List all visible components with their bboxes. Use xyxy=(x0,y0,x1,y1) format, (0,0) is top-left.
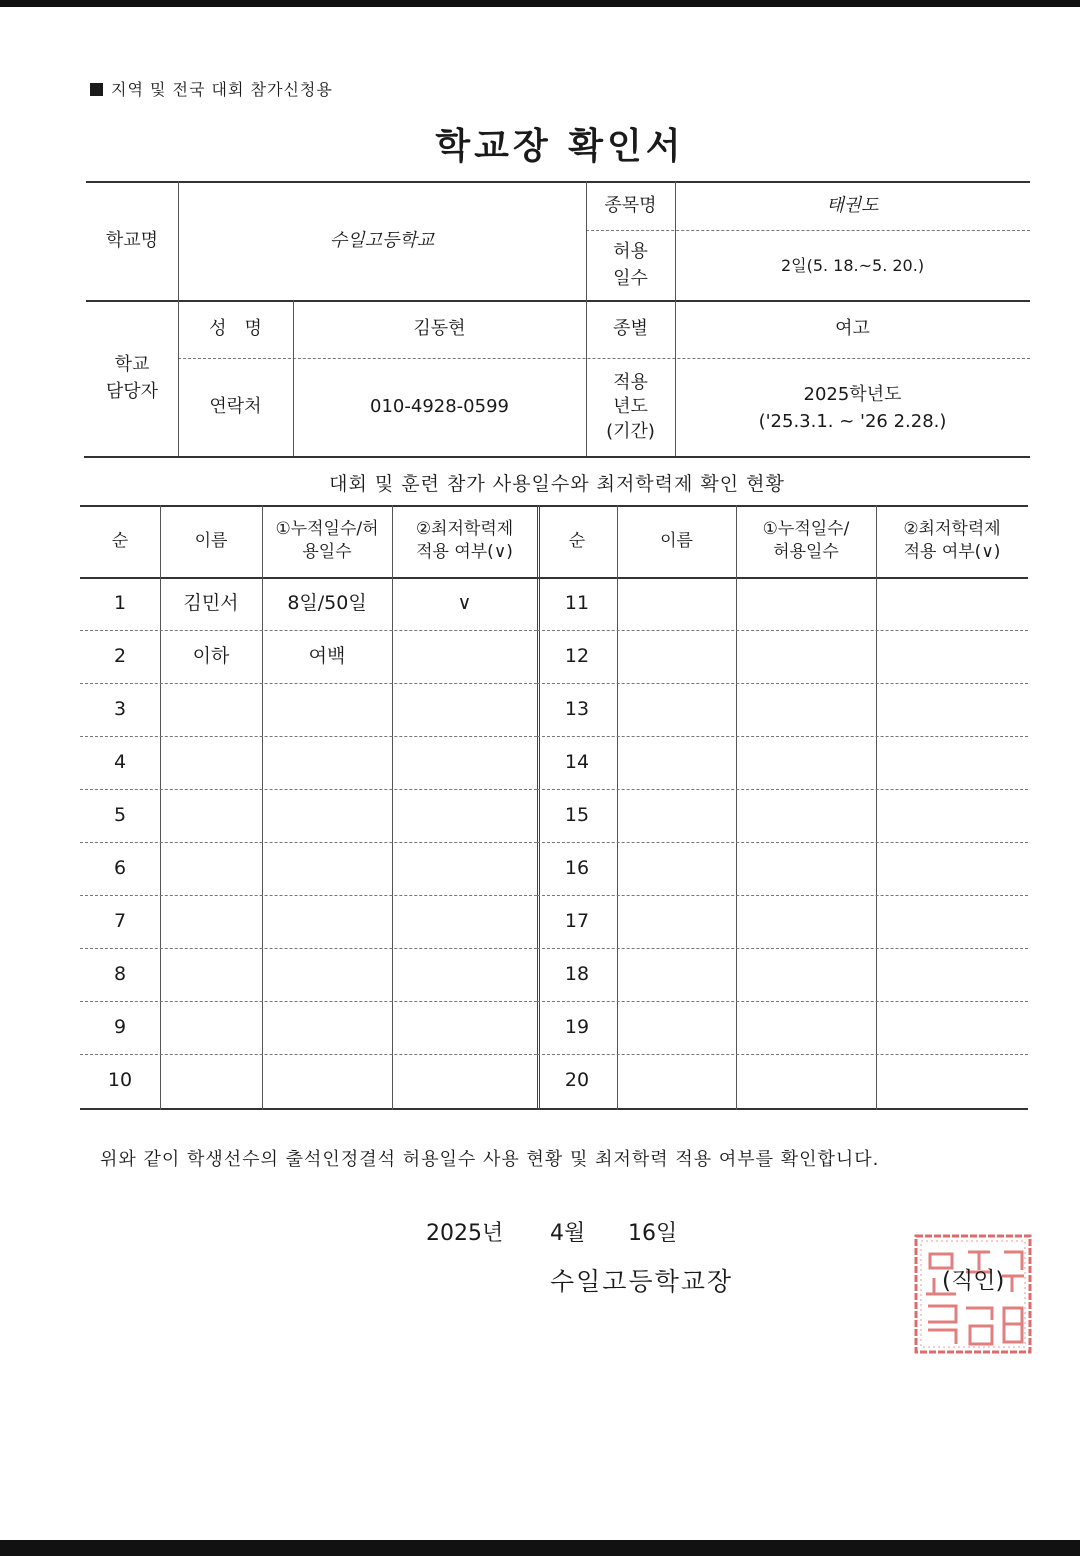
student-name xyxy=(160,895,262,948)
manager-label-line2: 담당자 xyxy=(105,380,159,402)
document-title: 학교장 확인서 xyxy=(435,126,685,167)
principal-name: 수일고등학교장 xyxy=(550,1267,734,1296)
allowed-label-line2: 일수 xyxy=(613,267,648,289)
minimum-standard-check xyxy=(876,577,1028,630)
minimum-standard-check xyxy=(392,789,537,842)
header-days-line1: ①누적일수/허 xyxy=(275,519,379,540)
student-name xyxy=(617,736,736,789)
row-number: 10 xyxy=(107,1068,133,1091)
header-days-line2: 용일수 xyxy=(302,542,352,562)
minimum-standard-check xyxy=(876,842,1028,895)
row-number: 13 xyxy=(564,697,590,720)
header-days-line1: ①누적일수/ xyxy=(762,519,850,540)
header-name: 이름 xyxy=(660,530,693,551)
minimum-standard-check xyxy=(392,630,537,683)
sport-label: 종목명 xyxy=(604,194,657,216)
header-days-line2: 허용일수 xyxy=(773,542,839,562)
row-number: 5 xyxy=(113,803,127,826)
rule xyxy=(84,456,1030,458)
minimum-standard-check xyxy=(876,895,1028,948)
row-number: 11 xyxy=(564,591,590,614)
header-check-line1: ②최저학력제 xyxy=(415,519,514,540)
header-check-line2: 적용 여부(∨) xyxy=(416,542,513,562)
school-value: 수일고등학교 xyxy=(329,229,435,251)
cumulative-days xyxy=(736,1054,876,1107)
top-border xyxy=(0,0,1080,7)
row-number: 12 xyxy=(564,644,590,667)
minimum-standard-check xyxy=(876,948,1028,1001)
date-day: 16일 xyxy=(628,1221,678,1246)
year-label-line2: 년도 xyxy=(613,396,648,418)
year-label-line3: (기간) xyxy=(606,420,655,442)
cumulative-days xyxy=(736,683,876,736)
date-year: 2025년 xyxy=(426,1221,504,1246)
minimum-standard-check xyxy=(392,842,537,895)
header-name: 이름 xyxy=(194,530,228,551)
cumulative-days xyxy=(262,683,392,736)
cumulative-days xyxy=(262,948,392,1001)
type-label: 종별 xyxy=(613,318,648,340)
minimum-standard-check xyxy=(392,1001,537,1054)
cumulative-days: 여백 xyxy=(308,644,346,667)
cumulative-days xyxy=(736,789,876,842)
minimum-standard-check xyxy=(392,736,537,789)
row-number: 1 xyxy=(113,591,127,614)
student-name xyxy=(160,842,262,895)
header-days xyxy=(736,505,876,577)
year-label xyxy=(586,359,675,456)
cumulative-days xyxy=(262,1054,392,1107)
student-name xyxy=(617,1001,736,1054)
row-number: 17 xyxy=(564,909,590,932)
student-name xyxy=(617,1054,736,1107)
cumulative-days xyxy=(262,895,392,948)
row-number: 16 xyxy=(564,856,590,879)
student-name xyxy=(160,736,262,789)
status-table xyxy=(80,505,1028,1110)
contact-label: 연락처 xyxy=(209,396,262,418)
allowed-days-label xyxy=(586,231,675,300)
cumulative-days xyxy=(736,842,876,895)
student-name xyxy=(617,948,736,1001)
student-name xyxy=(617,683,736,736)
row-number: 9 xyxy=(113,1015,127,1038)
date-month: 4월 xyxy=(550,1221,586,1246)
student-name xyxy=(617,895,736,948)
student-name xyxy=(160,948,262,1001)
form-category xyxy=(90,77,333,100)
row-number: 8 xyxy=(113,962,127,985)
minimum-standard-check xyxy=(876,789,1028,842)
school-label: 학교명 xyxy=(105,229,159,251)
allowed-label-line1: 허용 xyxy=(613,241,648,263)
cumulative-days: 8일/50일 xyxy=(287,591,367,614)
cumulative-days xyxy=(262,842,392,895)
name-value: 김동현 xyxy=(413,318,466,340)
bottom-border xyxy=(0,1540,1080,1556)
category-text: 지역 및 전국 대회 참가신청용 xyxy=(111,80,333,99)
allowed-days-value: 2일(5. 18.~5. 20.) xyxy=(780,255,925,275)
row-number: 14 xyxy=(564,750,590,773)
header-check xyxy=(876,505,1028,577)
cumulative-days xyxy=(736,736,876,789)
row-number: 2 xyxy=(113,644,127,667)
manager-label xyxy=(86,301,178,456)
minimum-standard-check xyxy=(876,683,1028,736)
header-check-line1: ②최저학력제 xyxy=(903,519,1001,540)
cumulative-days xyxy=(736,1001,876,1054)
rule xyxy=(80,1108,1028,1110)
row-number: 6 xyxy=(113,856,127,879)
year-label-line1: 적용 xyxy=(613,372,648,394)
minimum-standard-check: ∨ xyxy=(457,591,472,614)
minimum-standard-check xyxy=(392,948,537,1001)
row-number: 19 xyxy=(564,1015,590,1038)
student-name xyxy=(160,789,262,842)
header-no: 순 xyxy=(568,530,586,551)
header-days xyxy=(262,505,392,577)
header-check xyxy=(392,505,537,577)
student-name xyxy=(617,842,736,895)
contact-value: 010-4928-0599 xyxy=(370,396,509,418)
cumulative-days xyxy=(736,577,876,630)
student-name xyxy=(160,683,262,736)
minimum-standard-check xyxy=(392,683,537,736)
minimum-standard-check xyxy=(876,1001,1028,1054)
row-number: 7 xyxy=(113,909,127,932)
minimum-standard-check xyxy=(392,1054,537,1107)
student-name xyxy=(617,630,736,683)
sport-value: 태권도 xyxy=(826,194,879,216)
header-no: 순 xyxy=(111,530,129,551)
cumulative-days xyxy=(262,1001,392,1054)
seal-label: (직인) xyxy=(942,1268,1005,1294)
student-name xyxy=(160,1054,262,1107)
minimum-standard-check xyxy=(876,1054,1028,1107)
cumulative-days xyxy=(262,789,392,842)
row-number: 4 xyxy=(113,750,127,773)
minimum-standard-check xyxy=(876,736,1028,789)
cumulative-days xyxy=(736,895,876,948)
type-value: 여고 xyxy=(835,318,870,340)
manager-label-line1: 학교 xyxy=(114,354,150,376)
cumulative-days xyxy=(736,630,876,683)
row-number: 18 xyxy=(564,962,590,985)
confirmation-statement: 위와 같이 학생선수의 출석인정결석 허용일수 사용 현황 및 최저학력 적용 여부를 확인합니다. xyxy=(100,1149,880,1170)
year-value-line1: 2025학년도 xyxy=(803,383,902,405)
student-name xyxy=(617,789,736,842)
square-bullet-icon xyxy=(90,83,103,96)
row-number: 15 xyxy=(564,803,590,826)
status-subtitle: 대회 및 훈련 참가 사용일수와 최저학력제 확인 현황 xyxy=(329,473,785,495)
year-value-line2: ('25.3.1. ~ '26 2.28.) xyxy=(758,410,947,432)
name-label: 성 명 xyxy=(209,318,262,340)
student-name xyxy=(617,577,736,630)
student-name: 이하 xyxy=(192,644,230,667)
row-number: 20 xyxy=(564,1068,590,1091)
student-name: 김민서 xyxy=(183,591,239,614)
year-value xyxy=(675,359,1030,456)
minimum-standard-check xyxy=(392,895,537,948)
student-name xyxy=(160,1001,262,1054)
row-number: 3 xyxy=(113,697,127,720)
header-check-line2: 적용 여부(∨) xyxy=(903,542,1001,562)
minimum-standard-check xyxy=(876,630,1028,683)
cumulative-days xyxy=(736,948,876,1001)
cumulative-days xyxy=(262,736,392,789)
